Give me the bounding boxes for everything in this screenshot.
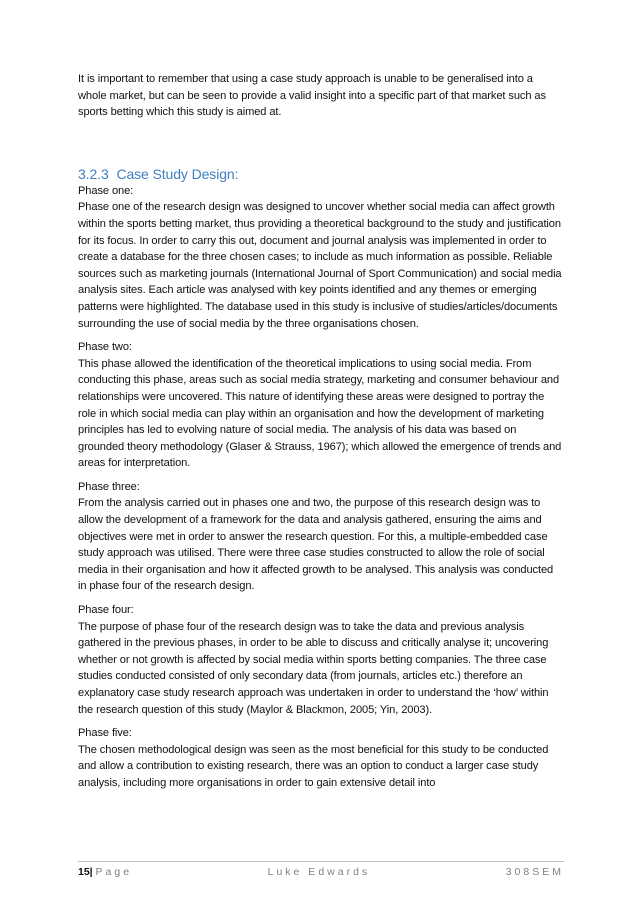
phase-one-paragraph: Phase one of the research design was designed to uncover whether social media can affect growth within the sports betting market, thus providing a theoretical background to the study and justification for its focus. In order to carry this out, document and journal analysis was implemented in order to create a database for the three chosen cases; to include as much information as possible. Reliable sources such as marketing journals (International Journal of Sport Communication) and social media analysis sites. Each article was analysed with key points identified and any themes or emerging patterns were highlighted. The database used in this study is inclusive of studies/articles/documents surrounding the use of social media by the three organisations chosen. [78,201,562,330]
page-indicator [78,866,132,878]
page-content [78,71,564,799]
phase-two-label: Phase two: [78,341,132,354]
author-name: Luke Edwards [267,866,371,878]
intro-paragraph: It is important to remember that using a case study approach is unable to be generalised into a whole market, but can be seen to provide a valid insight into a specific part of that market such as sports betting which this study is aimed at. [78,73,546,119]
phase-four-label: Phase four: [78,604,134,617]
phase-five-label: Phase five: [78,727,132,740]
page-number: 15| [78,866,93,878]
page-word: Page [95,866,133,878]
page-footer [78,866,564,878]
section-number: 3.2.3 [78,165,109,182]
footer-divider [78,861,564,862]
phase-three-paragraph: From the analysis carried out in phases one and two, the purpose of this research design was to allow the development of a framework for the data and analysis gathered, ensuring the aims and objectives were met in order to answer the research question. For this, a multiple-embedded case study approach was utilised. There were three case studies constructed to allow the role of social media in their organisation and how it affected growth to be analysed. This analysis was conducted in phase four of the research design. [78,497,554,593]
section-title: Case Study Design: [116,165,239,182]
phase-one-label: Phase one: [78,184,134,197]
phase-four-paragraph: The purpose of phase four of the research design was to take the data and previous analysis gathered in the previous phases, in order to be able to discuss and critically analyse it; uncovering whether or not growth is affected by social media within sports betting companies. The three case studies conducted consisted of only secondary data (from journals, articles etc.) therefore an explanatory case study research approach was undertaken in order to understand the ‘how’ within the research question of this study (Maylor & Blackmon, 2005; Yin, 2003). [78,620,549,716]
phase-three-label: Phase three: [78,480,140,493]
phase-two-paragraph: This phase allowed the identification of the theoretical implications to using social media. From conducting this phase, areas such as social media strategy, marketing and consumer behaviour and relationships were uncovered. This nature of identifying these areas were designed to portray the role in which social media can play within an organisation and how the development of marketing principles has led to evolving nature of social media. The analysis of his data was based on grounded theory methodology (Glaser & Strauss, 1967); which allowed the emergence of trends and areas for interpretation. [78,357,562,470]
section-heading [78,166,564,183]
module-code: 308SEM [505,866,564,878]
phase-five-paragraph: The chosen methodological design was seen as the most beneficial for this study to be conducted and allow a contribution to existing research, there was an option to conduct a larger case study analysis, including more organisations in order to gain extensive detail into [78,743,549,789]
